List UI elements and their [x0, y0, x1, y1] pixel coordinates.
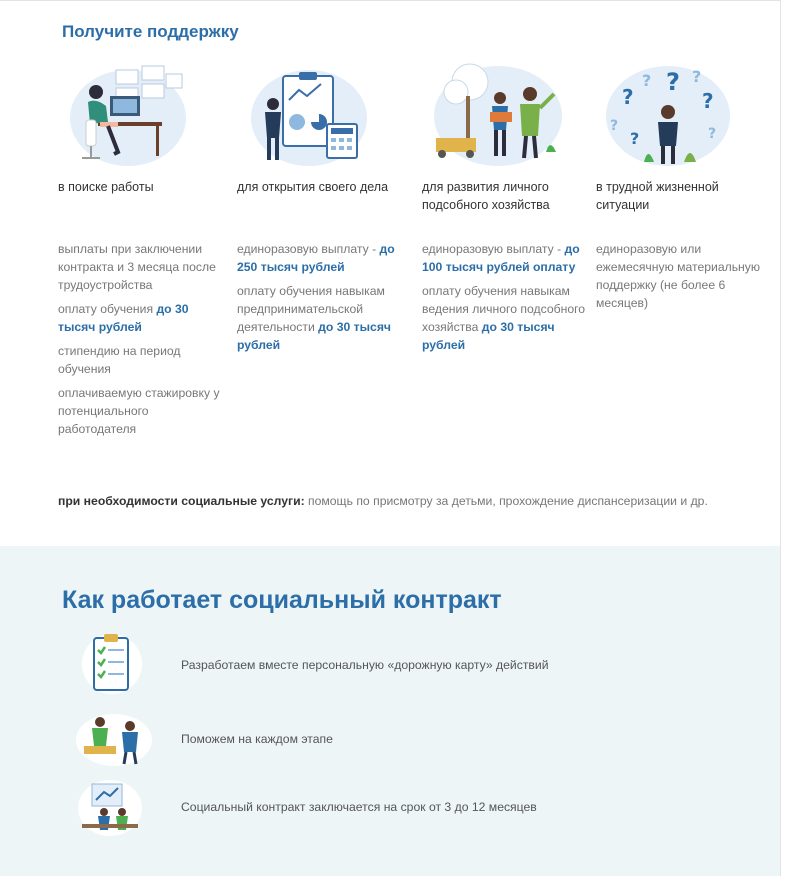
benefit-item: оплату обучения навыкам предпринимательской деятельности до 30 тысяч рублей	[237, 284, 392, 352]
contract-meeting-icon	[74, 776, 146, 840]
questions-illustration	[596, 60, 728, 170]
support-column-title: для открытия своего дела	[237, 180, 389, 194]
benefit-item: единоразовую или ежемесячную материальную поддержку (не более 6 месяцев)	[596, 242, 761, 310]
svg-text:?: ?	[666, 68, 680, 96]
benefit-list	[58, 240, 223, 444]
step-text: Поможем на каждом этапе	[181, 732, 333, 746]
business-illustration	[237, 60, 369, 170]
consultation-icon	[74, 708, 146, 772]
support-column-title: в поиске работы	[58, 180, 154, 194]
support-column-title: для развития личного подсобного хозяйства	[422, 180, 550, 212]
top-divider	[0, 0, 780, 1]
social-services-note: при необходимости социальные услуги: помощь по присмотру за детьми, прохождение диспансеризации и др.	[58, 494, 708, 508]
benefit-list	[237, 240, 402, 360]
support-column-title: в трудной жизненной ситуации	[596, 180, 719, 212]
benefit-item: оплату обучения навыкам ведения личного подсобного хозяйства до 30 тысяч рублей	[422, 284, 586, 352]
how-it-works-section	[0, 546, 780, 876]
benefit-item: единоразовую выплату - до 100 тысяч рублей оплату	[422, 242, 580, 274]
job-search-illustration	[58, 60, 190, 170]
svg-text:?: ?	[622, 85, 634, 109]
step-text: Разработаем вместе персональную «дорожную карту» действий	[181, 658, 549, 672]
benefit-list	[596, 240, 761, 318]
svg-text:?: ?	[708, 126, 717, 142]
farming-illustration	[422, 60, 572, 170]
benefit-item: выплаты при заключении контракта и 3 месяца после трудоустройства	[58, 242, 216, 292]
right-divider	[780, 0, 781, 876]
benefit-list	[422, 240, 587, 360]
support-column-job-search	[58, 60, 223, 436]
support-column-own-business	[237, 60, 402, 352]
benefit-item: оплату обучения до 30 тысяч рублей	[58, 302, 189, 334]
svg-text:?: ?	[630, 129, 640, 148]
svg-text:?: ?	[642, 71, 652, 90]
step-text: Социальный контракт заключается на срок от 3 до 12 месяцев	[181, 800, 537, 814]
how-it-works-heading: Как работает социальный контракт	[62, 586, 502, 614]
step-help	[74, 708, 714, 772]
step-term	[74, 776, 714, 840]
benefit-item: оплачиваемую стажировку у потенциального работодателя	[58, 386, 220, 436]
support-column-hard-situation	[596, 60, 761, 310]
svg-text:?: ?	[692, 67, 702, 86]
support-column-household	[422, 60, 587, 352]
checklist-icon	[74, 632, 146, 696]
support-heading: Получите поддержку	[62, 22, 239, 41]
svg-text:?: ?	[610, 118, 619, 134]
svg-text:?: ?	[702, 89, 714, 113]
benefit-item: стипендию на период обучения	[58, 344, 181, 376]
step-roadmap	[74, 632, 714, 696]
benefit-item: единоразовую выплату - до 250 тысяч рублей	[237, 242, 395, 274]
